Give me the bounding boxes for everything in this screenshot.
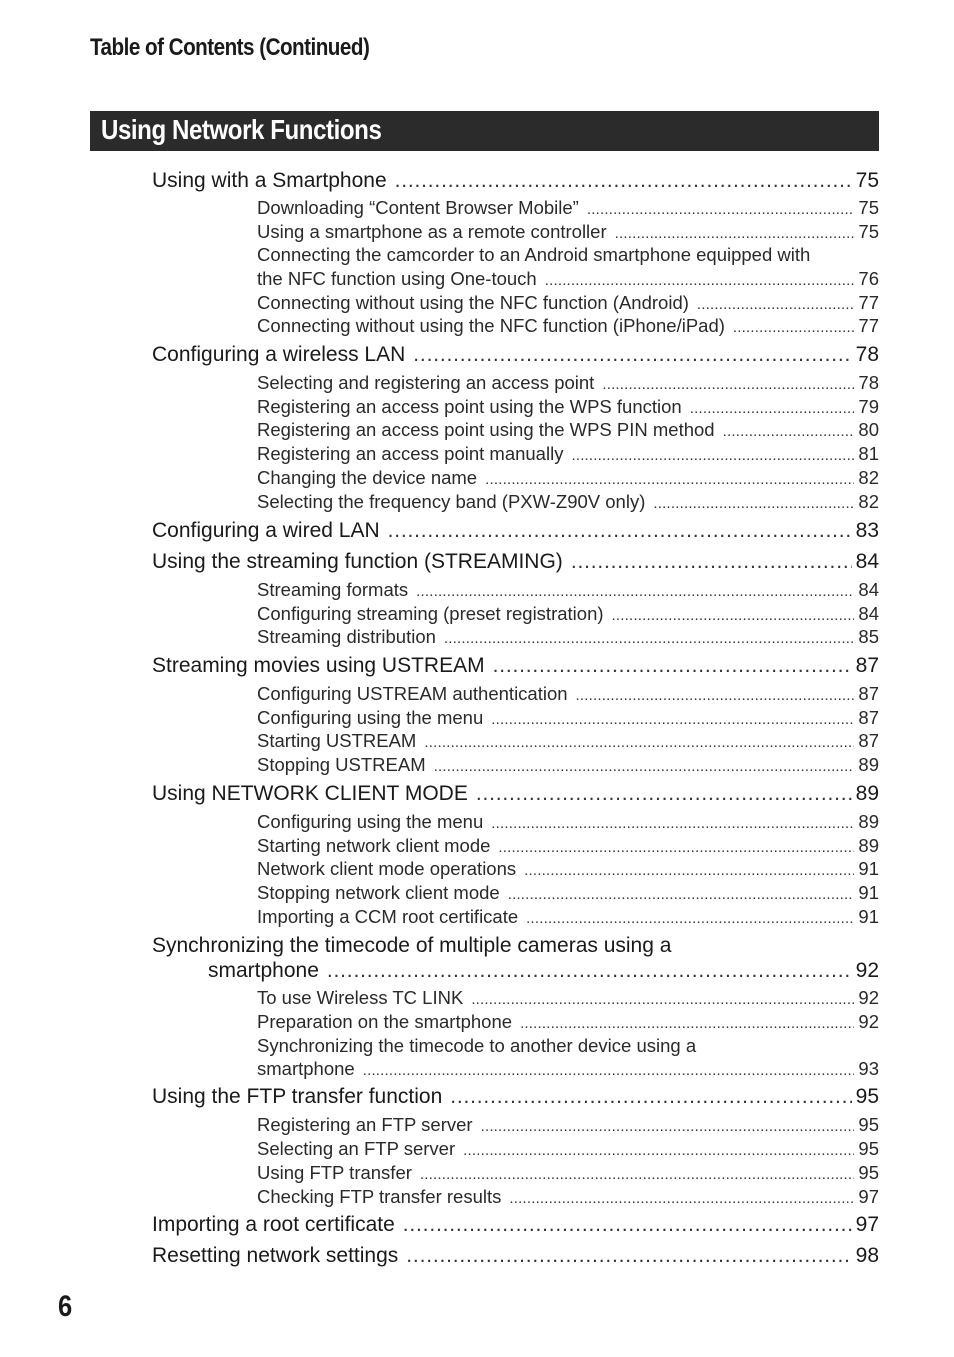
- dot-leader: [424, 730, 854, 752]
- dot-leader: [526, 906, 854, 928]
- dot-leader: [471, 987, 854, 1009]
- dot-leader: [524, 858, 854, 880]
- toc-entry-title: the NFC function using One-touch: [257, 268, 537, 289]
- dot-leader: [444, 626, 855, 648]
- dot-leader: [587, 197, 855, 219]
- dot-leader: [363, 1058, 855, 1080]
- toc-subentry[interactable]: [257, 1162, 879, 1184]
- toc-entry-title: Using NETWORK CLIENT MODE: [152, 782, 468, 805]
- toc-entry-page: 84: [858, 579, 879, 600]
- toc-entry-title: Importing a root certificate: [152, 1213, 395, 1236]
- toc-subentry[interactable]: [257, 268, 879, 290]
- toc-entry-page: 91: [858, 882, 879, 903]
- toc-entry-title: Using the FTP transfer function: [152, 1085, 443, 1108]
- toc-entry-page: 75: [858, 221, 879, 242]
- toc-entry-title: Configuring a wireless LAN: [152, 343, 406, 366]
- toc-entry[interactable]: [152, 1213, 879, 1237]
- dot-leader: [388, 519, 852, 543]
- toc-entry-page: 92: [855, 959, 879, 982]
- toc-entry-page: 84: [858, 603, 879, 624]
- dot-leader: [690, 396, 855, 418]
- toc-entry-page: 97: [855, 1213, 879, 1236]
- toc-entry-page: 75: [858, 197, 879, 218]
- dot-leader: [498, 835, 854, 857]
- section-heading-bar: [90, 111, 879, 151]
- dot-leader: [571, 443, 854, 465]
- toc-entry-page: 95: [858, 1114, 879, 1135]
- toc-subentry[interactable]: [257, 443, 879, 465]
- toc-subentry[interactable]: [257, 197, 879, 219]
- toc-subentry[interactable]: [257, 707, 879, 729]
- toc-entry-page: 87: [858, 707, 879, 728]
- toc-entry-title: Streaming formats: [257, 579, 409, 600]
- toc-subentry[interactable]: [257, 603, 879, 625]
- toc-entry-title: Preparation on the smartphone: [257, 1011, 513, 1032]
- toc-entry-title: Registering an FTP server: [257, 1114, 473, 1135]
- toc-entry-title: Configuring streaming (preset registration): [257, 603, 604, 624]
- toc-entry-title: Using with a Smartphone: [152, 169, 387, 192]
- toc-entry-page: 92: [858, 987, 879, 1008]
- toc-entry-title: Changing the device name: [257, 467, 478, 488]
- dot-leader: [416, 579, 854, 601]
- toc-subentry[interactable]: [257, 372, 879, 394]
- toc-entry-page: 78: [855, 343, 879, 366]
- toc-subentry[interactable]: [257, 987, 879, 1009]
- toc-subentry[interactable]: [257, 491, 879, 513]
- toc-entry-page: 97: [858, 1186, 879, 1207]
- toc-entry-page: 85: [858, 626, 879, 647]
- dot-leader: [450, 1085, 851, 1109]
- dot-leader: [545, 268, 855, 290]
- toc-entry-page: 91: [858, 906, 879, 927]
- toc-entry-page: 98: [855, 1244, 879, 1267]
- toc-entry-title: Starting network client mode: [257, 835, 491, 856]
- toc-subentry[interactable]: [257, 396, 879, 418]
- toc-entry-title: Configuring using the menu: [257, 707, 484, 728]
- toc-entry-page: 79: [858, 396, 879, 417]
- toc-entry-title: Registering an access point manually: [257, 443, 564, 464]
- toc-entry-title: Selecting the frequency band (PXW-Z90V only): [257, 491, 646, 512]
- toc-entry-page: 82: [858, 467, 879, 488]
- toc-entry-page: 78: [858, 372, 879, 393]
- toc-entry-page: 77: [858, 315, 879, 336]
- toc-entry-page: 93: [858, 1058, 879, 1079]
- toc-entry-title: Configuring USTREAM authentication: [257, 683, 568, 704]
- toc-entry-title: Connecting without using the NFC function (Android): [257, 292, 689, 313]
- toc-entry-page: 91: [858, 858, 879, 879]
- dot-leader: [485, 467, 854, 489]
- toc-entry-title: Selecting an FTP server: [257, 1138, 456, 1159]
- dot-leader: [463, 1138, 854, 1160]
- toc-entry-title: Downloading “Content Browser Mobile”: [257, 197, 579, 218]
- dot-leader: [723, 419, 855, 441]
- toc-entry[interactable]: [152, 550, 879, 574]
- toc-entry[interactable]: [152, 343, 879, 367]
- toc-subentry[interactable]: [257, 730, 879, 752]
- toc-entry-title: Configuring using the menu: [257, 811, 484, 832]
- toc-entry-title: Configuring a wired LAN: [152, 519, 380, 542]
- section-title: Using Network Functions: [101, 114, 382, 145]
- toc-subentry[interactable]: [257, 1114, 879, 1136]
- toc-entry-title: smartphone: [257, 1058, 355, 1079]
- toc-subentry[interactable]: [257, 754, 879, 776]
- toc-subentry[interactable]: [257, 683, 879, 705]
- toc-entry-page: 87: [858, 730, 879, 751]
- toc-entry-title: Checking FTP transfer results: [257, 1186, 502, 1207]
- dot-leader: [508, 882, 855, 904]
- toc-entry-page: 87: [858, 683, 879, 704]
- toc-subentry[interactable]: [257, 811, 879, 833]
- dot-leader: [491, 811, 854, 833]
- dot-leader: [602, 372, 854, 394]
- dot-leader: [733, 315, 855, 337]
- toc-subentry[interactable]: [257, 1011, 879, 1033]
- toc-entry-title: Using the streaming function (STREAMING): [152, 550, 563, 573]
- toc-entry-page: 95: [858, 1162, 879, 1183]
- toc-entry-title: smartphone: [208, 959, 319, 982]
- toc-entry-title: Resetting network settings: [152, 1244, 399, 1267]
- toc-subentry[interactable]: [257, 626, 879, 648]
- running-header: Table of Contents (Continued): [90, 34, 370, 61]
- toc-entry-page: 87: [855, 654, 879, 677]
- toc-entry-title: Using a smartphone as a remote controller: [257, 221, 607, 242]
- dot-leader: [406, 1244, 851, 1268]
- toc-entry-title: Selecting and registering an access point: [257, 372, 595, 393]
- toc-entry-title: Connecting without using the NFC function (iPhone/iPad): [257, 315, 725, 336]
- toc-entry-line: Synchronizing the timecode of multiple cameras using a: [152, 934, 672, 957]
- toc-entry-title: To use Wireless TC LINK: [257, 987, 464, 1008]
- dot-leader: [615, 221, 855, 243]
- toc-entry-title: Starting USTREAM: [257, 730, 417, 751]
- toc-entry-page: 80: [858, 419, 879, 440]
- toc-subentry[interactable]: [257, 419, 879, 441]
- toc-subentry[interactable]: [257, 906, 879, 928]
- toc-subentry-line: Synchronizing the timecode to another device using a: [257, 1035, 697, 1056]
- toc-entry[interactable]: [152, 169, 879, 193]
- dot-leader: [571, 550, 852, 574]
- toc-entry-page: 77: [858, 292, 879, 313]
- toc-subentry-line: Connecting the camcorder to an Android smartphone equipped with: [257, 244, 811, 265]
- toc-entry-page: 89: [855, 782, 879, 805]
- toc-entry-title: Streaming distribution: [257, 626, 436, 647]
- dot-leader: [403, 1213, 852, 1237]
- dot-leader: [697, 292, 855, 314]
- toc-entry[interactable]: [152, 654, 879, 678]
- toc-entry-title: Importing a CCM root certificate: [257, 906, 519, 927]
- toc-entry-page: 75: [855, 169, 879, 192]
- toc-entry-page: 76: [858, 268, 879, 289]
- toc-entry[interactable]: [152, 1085, 879, 1109]
- dot-leader: [476, 782, 852, 806]
- dot-leader: [434, 754, 855, 776]
- toc-entry-page: 82: [858, 491, 879, 512]
- toc-entry-title: Streaming movies using USTREAM: [152, 654, 485, 677]
- toc-entry[interactable]: [152, 1244, 879, 1268]
- toc-entry-title: Using FTP transfer: [257, 1162, 412, 1183]
- dot-leader: [395, 169, 852, 193]
- dot-leader: [653, 491, 854, 513]
- dot-leader: [520, 1011, 854, 1033]
- toc-entry-page: 95: [855, 1085, 879, 1108]
- toc-entry-page: 89: [858, 811, 879, 832]
- toc-entry-title: Stopping network client mode: [257, 882, 500, 903]
- dot-leader: [509, 1186, 854, 1208]
- dot-leader: [612, 603, 855, 625]
- toc-entry-title: Stopping USTREAM: [257, 754, 426, 775]
- toc-subentry[interactable]: [257, 315, 879, 337]
- toc-entry-page: 81: [858, 443, 879, 464]
- dot-leader: [413, 343, 851, 367]
- toc-entry-page: 83: [855, 519, 879, 542]
- dot-leader: [327, 959, 852, 983]
- toc-subentry[interactable]: [257, 467, 879, 489]
- toc-subentry[interactable]: [257, 858, 879, 880]
- toc-entry-page: 92: [858, 1011, 879, 1032]
- toc-subentry[interactable]: [257, 1186, 879, 1208]
- dot-leader: [491, 707, 854, 729]
- dot-leader: [576, 683, 855, 705]
- toc-subentry[interactable]: [257, 1138, 879, 1160]
- dot-leader: [481, 1114, 855, 1136]
- toc-entry-title: Registering an access point using the WPS function: [257, 396, 682, 417]
- toc-entry-page: 95: [858, 1138, 879, 1159]
- toc-subentry[interactable]: [257, 1058, 879, 1080]
- toc-subentry[interactable]: [257, 579, 879, 601]
- toc-entry[interactable]: [152, 519, 879, 543]
- toc-entry-page: 89: [858, 835, 879, 856]
- toc-entry[interactable]: [152, 782, 879, 806]
- dot-leader: [493, 654, 852, 678]
- toc-subentry[interactable]: [257, 882, 879, 904]
- toc-subentry[interactable]: [257, 221, 879, 243]
- toc-entry[interactable]: [208, 959, 879, 983]
- toc-entry-title: Network client mode operations: [257, 858, 517, 879]
- toc-entry-title: Registering an access point using the WPS PIN method: [257, 419, 715, 440]
- toc-subentry[interactable]: [257, 292, 879, 314]
- toc-entry-page: 89: [858, 754, 879, 775]
- dot-leader: [420, 1162, 855, 1184]
- toc-subentry[interactable]: [257, 835, 879, 857]
- page-number: 6: [58, 1290, 73, 1323]
- toc-entry-page: 84: [855, 550, 879, 573]
